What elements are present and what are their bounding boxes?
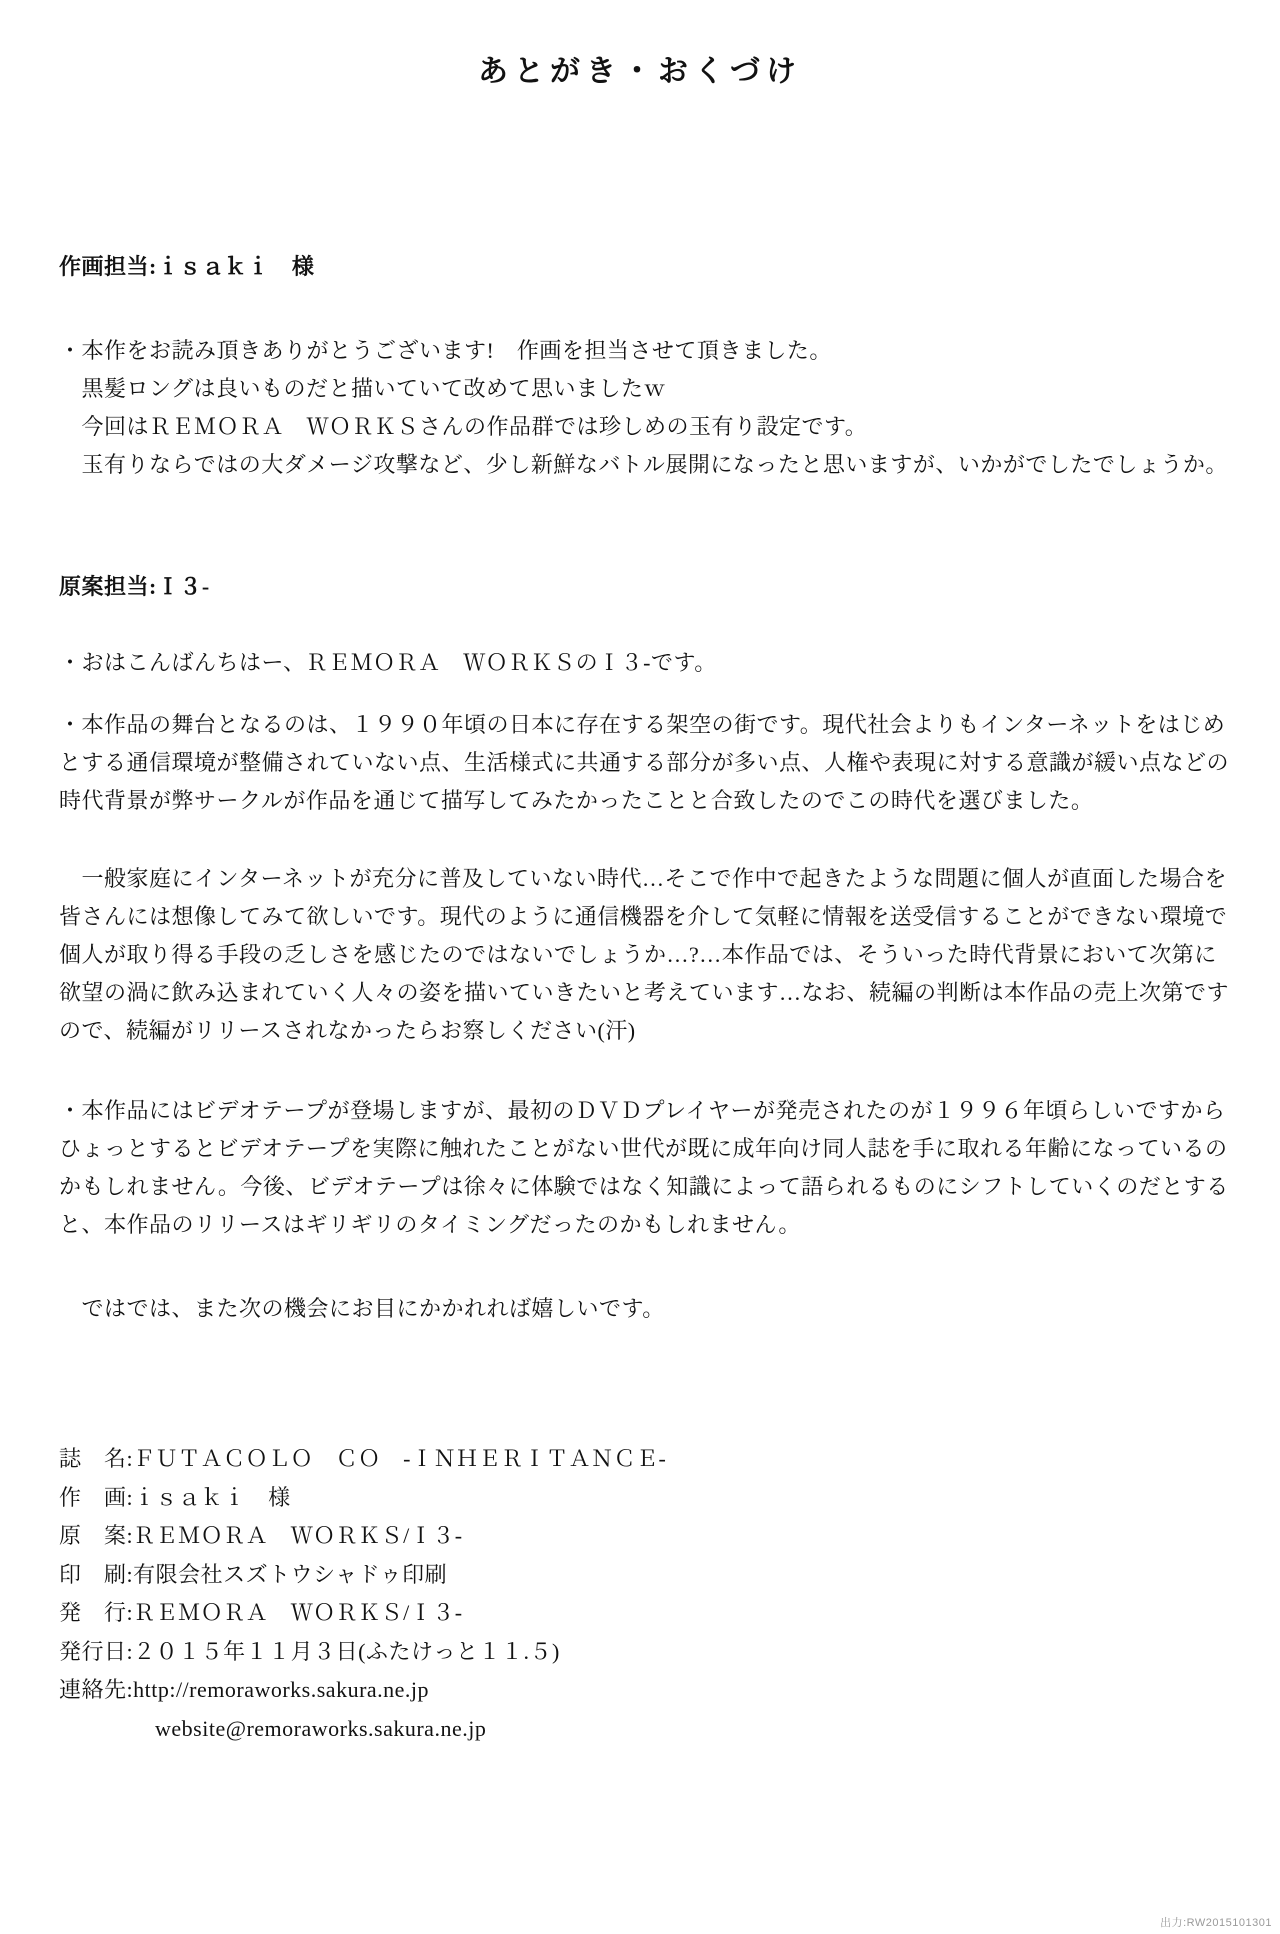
paragraph-line: と、本作品のリリースはギリギリのタイミングだったのかもしれません。	[59, 1212, 801, 1237]
art-comment-line: 今回はＲＥＭＯＲＡ ＷＯＲＫＳさんの作品群では珍しめの玉有り設定です。	[59, 414, 868, 439]
greeting-line: ・おはこんばんちはー、ＲＥＭＯＲＡ ＷＯＲＫＳのＩ３-です。	[59, 650, 717, 675]
videotape-paragraph	[59, 1092, 1229, 1244]
art-credit-section	[59, 248, 314, 286]
colophon-line-publisher: 発 行:ＲＥＭＯＲＡ ＷＯＲＫＳ/Ｉ３-	[59, 1600, 463, 1625]
paragraph-line: とする通信環境が整備されていない点、生活様式に共通する部分が多い点、人権や表現に対する意識が緩い点などの	[59, 750, 1230, 775]
greeting-paragraph	[59, 644, 717, 682]
plan-credit-section	[59, 568, 210, 606]
colophon-line-artist: 作 画:ｉｓａｋｉ 様	[59, 1484, 291, 1510]
art-comment-paragraph	[59, 332, 1228, 484]
output-code: 出力:RW2015101301	[1160, 1917, 1272, 1929]
paragraph-line: 一般家庭にインターネットが充分に普及していない時代…そこで作中で起きたような問題に個人が直面した場合を	[59, 866, 1228, 891]
colophon	[59, 1440, 666, 1748]
paragraph-line: かもしれません。今後、ビデオテープは徐々に体験ではなく知識によって語られるものにシフトしていくのだとする	[59, 1174, 1229, 1199]
art-credit-heading: 作画担当:ｉｓａｋｉ 様	[59, 254, 315, 279]
setting-paragraph	[59, 706, 1229, 820]
colophon-line-date: 発行日:２０１５年１１月３日(ふたけっと１１.５)	[59, 1638, 560, 1664]
paragraph-line: ・本作品の舞台となるのは、１９９０年頃の日本に存在する架空の街です。現代社会よりもインターネットをはじめ	[59, 712, 1226, 737]
plan-credit-heading: 原案担当:Ｉ３-	[59, 574, 210, 599]
paragraph-line: ので、続編がリリースされなかったらお察しください(汗)	[59, 1018, 636, 1043]
page-title: あとがき・おくづけ	[478, 55, 802, 88]
art-comment-line: 黒髪ロングは良いものだと描いていて改めて思いましたｗ	[59, 376, 667, 401]
colophon-line-original: 原 案:ＲＥＭＯＲＡ ＷＯＲＫＳ/Ｉ３-	[59, 1523, 463, 1548]
colophon-line-printer: 印 刷:有限会社スズトウシャドゥ印刷	[59, 1561, 448, 1587]
art-comment-line: ・本作をお読み頂きありがとうございます! 作画を担当させて頂きました。	[59, 338, 832, 363]
internet-paragraph	[59, 860, 1229, 1050]
paragraph-line: ひょっとするとビデオテープを実際に触れたことがない世代が既に成年向け同人誌を手に取れる年齢になっているの	[59, 1136, 1228, 1161]
closing-paragraph	[59, 1290, 665, 1328]
paragraph-line: 個人が取り得る手段の乏しさを感じたのではないでしょうか…?…本作品では、そういった時代背景において次第に	[59, 942, 1217, 967]
colophon-line-title: 誌 名:ＦＵＴＡＣＯＬＯ ＣＯ -ＩＮＨＥＲＩＴＡＮＣＥ-	[59, 1446, 667, 1471]
paragraph-line: ・本作品にはビデオテープが登場しますが、最初のＤＶＤプレイヤーが発売されたのが１９９６年頃らしいですから	[59, 1098, 1226, 1123]
closing-line: ではでは、また次の機会にお目にかかれれば嬉しいです。	[59, 1296, 665, 1321]
paragraph-line: 時代背景が弊サークルが作品を通じて描写してみたかったことと合致したのでこの時代を選びました。	[59, 788, 1094, 813]
art-comment-line: 玉有りならではの大ダメージ攻撃など、少し新鮮なバトル展開になったと思いますが、いかがでしたでしょうか。	[59, 452, 1228, 477]
colophon-line-email: website@remoraworks.sakura.ne.jp	[59, 1715, 487, 1741]
paragraph-line: 欲望の渦に飲み込まれていく人々の姿を描いていきたいと考えています…なお、続編の判断は本作品の売上次第です	[59, 980, 1230, 1005]
colophon-line-url: 連絡先:http://remoraworks.sakura.ne.jp	[59, 1677, 430, 1702]
paragraph-line: 皆さんには想像してみて欲しいです。現代のように通信機器を介して気軽に情報を送受信することができない環境で	[59, 904, 1228, 929]
